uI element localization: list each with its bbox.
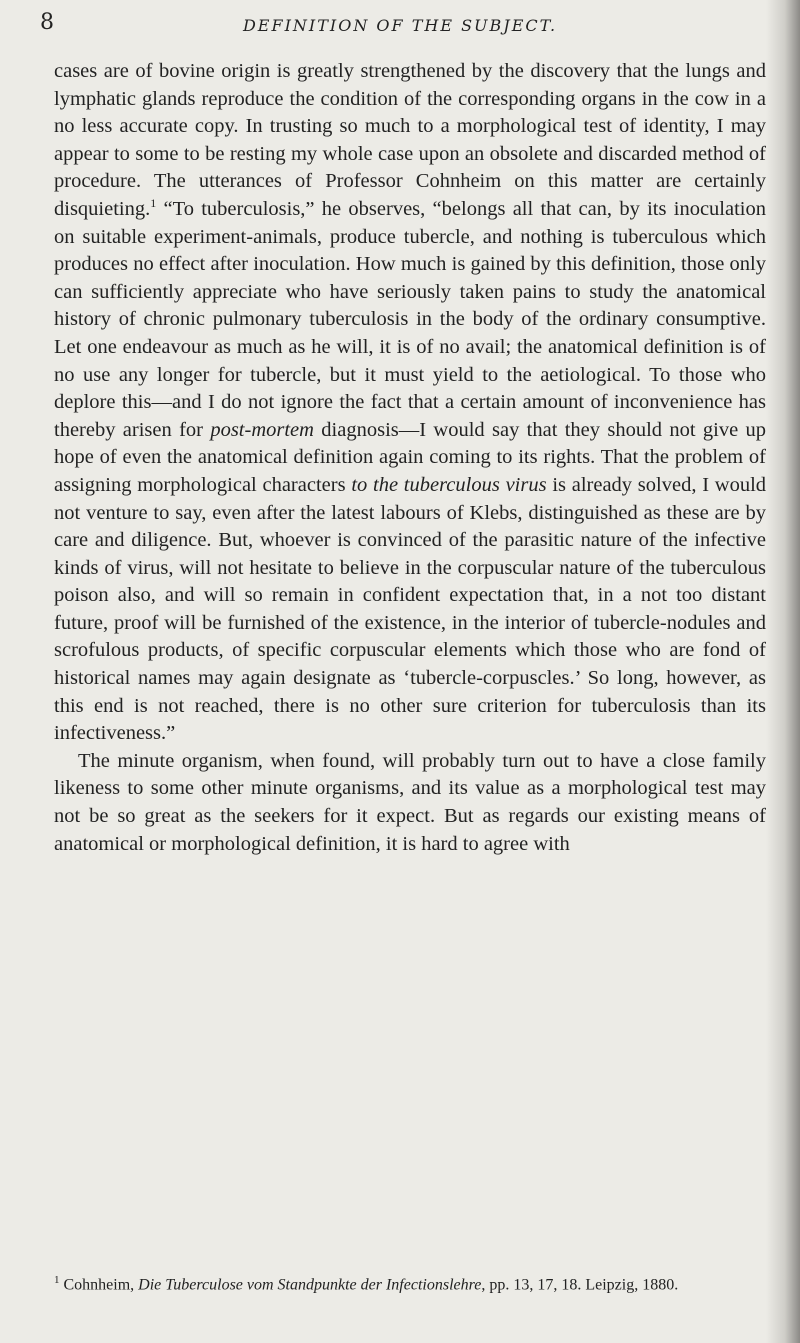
paragraph [54,58,766,748]
paragraph-text-span: The minute organism, when found, will probably turn out to have a close family likeness to some other minute organisms, and its value as a morphological test may not be so great as the seekers for it expect. But as regards our existing means of anatomical or morphological definition, it is hard to agree with [54,749,766,855]
footnote-text-span: , pp. 13, 17, 18. Leipzig, 1880. [481,1276,679,1294]
paragraph-text-span: cases are of bovine origin is greatly strengthened by the discovery that the lungs and lymphatic glands reproduce the condition of the corresponding organs in the cow in a no less accurate copy. In trusting so much to a morphological test of identity, I may appear to some to be resting my whole case upon an obsolete and discarded method of procedure. The utterances of Professor Cohnheim on this matter are certainly disquieting. [54,60,766,220]
page-number: 8 [40,10,54,35]
footnote-text [60,1276,679,1293]
footnote-mark: 1 [54,1274,60,1286]
paragraph-text-span: is already solved, I would not venture to say, even after the latest labours of Klebs, distinguished as these are by care and diligence. But, whoever is convinced of the parasitic nature of the infective kinds of virus, will not hesitate to believe in the corpuscular nature of the tuberculous poison also, and will so remain in confident expectation that, in a not too distant future, proof will be furnished of the existence, in the interior of tubercle-nodules and scrofulous products, of specific corpuscular elements which those who are fond of historical names may again designate as ‘tubercle-corpuscles.’ So long, however, as this end is not reached, there is no other sure criterion for tuberculosis than its infectiveness.” [54,473,767,745]
footnote-italic-span: Die Tuberculose vom Standpunkte der Infectionslehre [138,1276,482,1294]
paragraph-footnote-ref: 1 [150,196,157,211]
footnote-text-span: Cohnheim, [59,1276,139,1294]
page-edge-shadow [766,0,800,1343]
paragraph-text-span: diagnosis—I would say that they should not give up hope of even the anatomical definition again coming to its rights. That the problem of assigning morphological characters [54,418,767,496]
footnote [54,1270,766,1295]
body-text [54,58,766,858]
paragraph-italic-span: post-mortem [210,418,314,441]
page-header [40,10,760,50]
paragraph [54,748,766,858]
running-head: DEFINITION OF THE SUBJECT. [242,16,558,35]
paragraph-italic-span: to the tuberculous virus [351,473,547,496]
paragraph-text-span: “To tuberculosis,” he observes, “belongs all that can, by its inoculation on suitable experiment-animals, produce tubercle, and nothing is tuberculous which produces no effect after inoculation. How much is gained by this definition, those only can sufficiently appreciate who have seriously taken pains to study the anatomical history of chronic pulmonary tuberculosis in the body of the ordinary consumptive. Let one endeavour as much as he will, it is of no avail; the anatomical definition is of no use any longer for tubercle, but it must yield to the aetiological. To those who deplore this—and I do not ignore the fact that a certain amount of inconvenience has thereby arisen for [54,197,766,441]
